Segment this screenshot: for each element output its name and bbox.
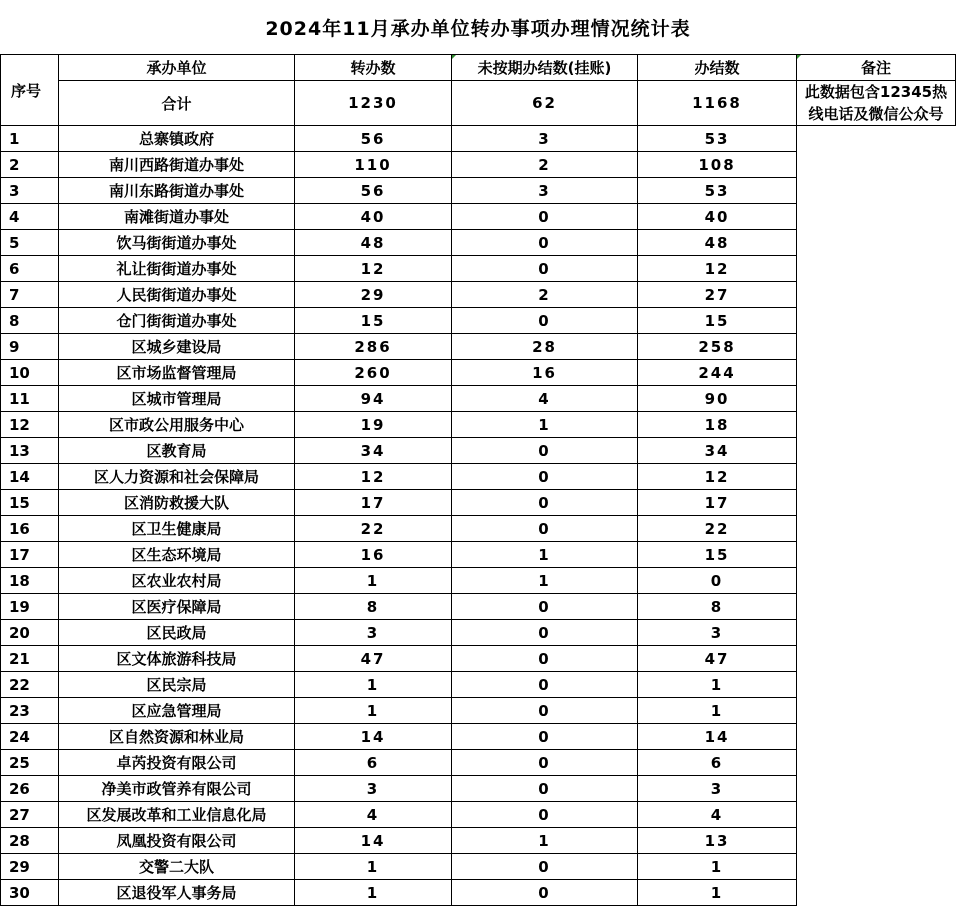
header-remarks: 备注 xyxy=(797,55,956,81)
row-transferred: 19 xyxy=(295,412,452,438)
row-completed: 90 xyxy=(638,386,797,412)
table-row xyxy=(1,568,956,594)
row-unit: 区发展改革和工业信息化局 xyxy=(59,802,295,828)
row-unit: 人民街街道办事处 xyxy=(59,282,295,308)
row-transferred: 110 xyxy=(295,152,452,178)
row-seq: 22 xyxy=(1,672,59,698)
table-row xyxy=(1,646,956,672)
row-seq: 16 xyxy=(1,516,59,542)
total-label: 合计 xyxy=(59,81,295,126)
row-overdue: 28 xyxy=(452,334,638,360)
row-unit: 仓门街街道办事处 xyxy=(59,308,295,334)
cell-comment-marker xyxy=(797,55,801,59)
statistics-table xyxy=(0,54,956,906)
row-seq: 10 xyxy=(1,360,59,386)
table-row xyxy=(1,126,956,152)
row-seq: 27 xyxy=(1,802,59,828)
row-overdue: 0 xyxy=(452,594,638,620)
row-completed: 244 xyxy=(638,360,797,386)
row-unit: 南滩街道办事处 xyxy=(59,204,295,230)
row-overdue: 3 xyxy=(452,178,638,204)
row-unit: 区消防救援大队 xyxy=(59,490,295,516)
row-seq: 24 xyxy=(1,724,59,750)
row-completed: 53 xyxy=(638,126,797,152)
row-overdue: 4 xyxy=(452,386,638,412)
row-transferred: 56 xyxy=(295,178,452,204)
row-overdue: 0 xyxy=(452,646,638,672)
table-row xyxy=(1,490,956,516)
row-seq: 28 xyxy=(1,828,59,854)
row-transferred: 47 xyxy=(295,646,452,672)
table-row xyxy=(1,412,956,438)
row-overdue: 1 xyxy=(452,542,638,568)
row-overdue: 0 xyxy=(452,672,638,698)
row-seq: 18 xyxy=(1,568,59,594)
row-seq: 25 xyxy=(1,750,59,776)
row-overdue: 3 xyxy=(452,126,638,152)
row-completed: 12 xyxy=(638,256,797,282)
row-unit: 区市场监督管理局 xyxy=(59,360,295,386)
row-transferred: 34 xyxy=(295,438,452,464)
row-completed: 8 xyxy=(638,594,797,620)
table-row xyxy=(1,620,956,646)
table-row xyxy=(1,594,956,620)
row-completed: 0 xyxy=(638,568,797,594)
row-unit: 卓芮投资有限公司 xyxy=(59,750,295,776)
row-unit: 区文体旅游科技局 xyxy=(59,646,295,672)
row-overdue: 0 xyxy=(452,204,638,230)
row-transferred: 29 xyxy=(295,282,452,308)
row-unit: 区生态环境局 xyxy=(59,542,295,568)
row-seq: 23 xyxy=(1,698,59,724)
row-overdue: 0 xyxy=(452,230,638,256)
row-transferred: 1 xyxy=(295,698,452,724)
row-overdue: 2 xyxy=(452,152,638,178)
table-row xyxy=(1,308,956,334)
row-seq: 5 xyxy=(1,230,59,256)
table-row xyxy=(1,386,956,412)
row-transferred: 286 xyxy=(295,334,452,360)
table-row xyxy=(1,204,956,230)
row-transferred: 56 xyxy=(295,126,452,152)
row-overdue: 0 xyxy=(452,438,638,464)
row-completed: 40 xyxy=(638,204,797,230)
header-overdue: 未按期办结数(挂账) xyxy=(452,55,638,81)
table-row xyxy=(1,464,956,490)
row-seq: 29 xyxy=(1,854,59,880)
row-unit: 区城市管理局 xyxy=(59,386,295,412)
row-transferred: 40 xyxy=(295,204,452,230)
row-transferred: 3 xyxy=(295,620,452,646)
table-row xyxy=(1,750,956,776)
row-completed: 1 xyxy=(638,880,797,906)
row-overdue: 0 xyxy=(452,880,638,906)
row-completed: 53 xyxy=(638,178,797,204)
row-seq: 4 xyxy=(1,204,59,230)
row-seq: 21 xyxy=(1,646,59,672)
row-transferred: 6 xyxy=(295,750,452,776)
row-transferred: 1 xyxy=(295,880,452,906)
row-overdue: 16 xyxy=(452,360,638,386)
row-transferred: 17 xyxy=(295,490,452,516)
table-row xyxy=(1,880,956,906)
row-unit: 凤凰投资有限公司 xyxy=(59,828,295,854)
total-overdue: 62 xyxy=(452,81,638,126)
row-unit: 区退役军人事务局 xyxy=(59,880,295,906)
row-completed: 3 xyxy=(638,620,797,646)
total-completed: 1168 xyxy=(638,81,797,126)
table-row xyxy=(1,360,956,386)
row-unit: 区医疗保障局 xyxy=(59,594,295,620)
row-overdue: 0 xyxy=(452,698,638,724)
header-seq: 序号 xyxy=(1,55,59,126)
row-transferred: 14 xyxy=(295,724,452,750)
header-unit: 承办单位 xyxy=(59,55,295,81)
row-unit: 交警二大队 xyxy=(59,854,295,880)
row-overdue: 0 xyxy=(452,776,638,802)
row-overdue: 0 xyxy=(452,464,638,490)
row-completed: 108 xyxy=(638,152,797,178)
total-row xyxy=(1,81,956,126)
row-overdue: 1 xyxy=(452,412,638,438)
row-transferred: 12 xyxy=(295,256,452,282)
row-overdue: 0 xyxy=(452,256,638,282)
row-unit: 净美市政管养有限公司 xyxy=(59,776,295,802)
row-transferred: 12 xyxy=(295,464,452,490)
row-unit: 区城乡建设局 xyxy=(59,334,295,360)
table-row xyxy=(1,178,956,204)
row-completed: 1 xyxy=(638,854,797,880)
row-completed: 34 xyxy=(638,438,797,464)
table-row xyxy=(1,776,956,802)
total-transferred: 1230 xyxy=(295,81,452,126)
header-transferred: 转办数 xyxy=(295,55,452,81)
table-row xyxy=(1,152,956,178)
row-transferred: 1 xyxy=(295,568,452,594)
cell-comment-marker xyxy=(452,55,456,59)
remark-cell: 此数据包含12345热线电话及微信公众号 xyxy=(797,81,956,126)
table-row xyxy=(1,854,956,880)
row-seq: 8 xyxy=(1,308,59,334)
row-overdue: 1 xyxy=(452,568,638,594)
row-overdue: 0 xyxy=(452,308,638,334)
row-seq: 15 xyxy=(1,490,59,516)
row-unit: 礼让街街道办事处 xyxy=(59,256,295,282)
row-transferred: 15 xyxy=(295,308,452,334)
row-transferred: 8 xyxy=(295,594,452,620)
row-completed: 15 xyxy=(638,308,797,334)
row-unit: 南川东路街道办事处 xyxy=(59,178,295,204)
row-unit: 总寨镇政府 xyxy=(59,126,295,152)
row-completed: 3 xyxy=(638,776,797,802)
row-overdue: 0 xyxy=(452,516,638,542)
row-overdue: 0 xyxy=(452,724,638,750)
row-completed: 1 xyxy=(638,698,797,724)
row-seq: 30 xyxy=(1,880,59,906)
row-completed: 1 xyxy=(638,672,797,698)
table-row xyxy=(1,438,956,464)
header-row xyxy=(1,55,956,81)
table-row xyxy=(1,516,956,542)
row-unit: 区农业农村局 xyxy=(59,568,295,594)
row-transferred: 3 xyxy=(295,776,452,802)
row-overdue: 2 xyxy=(452,282,638,308)
row-transferred: 1 xyxy=(295,854,452,880)
row-transferred: 48 xyxy=(295,230,452,256)
row-overdue: 0 xyxy=(452,854,638,880)
row-unit: 南川西路街道办事处 xyxy=(59,152,295,178)
row-completed: 12 xyxy=(638,464,797,490)
row-transferred: 260 xyxy=(295,360,452,386)
table-row xyxy=(1,672,956,698)
row-seq: 9 xyxy=(1,334,59,360)
row-completed: 48 xyxy=(638,230,797,256)
row-transferred: 4 xyxy=(295,802,452,828)
row-unit: 区教育局 xyxy=(59,438,295,464)
row-transferred: 22 xyxy=(295,516,452,542)
row-unit: 区民政局 xyxy=(59,620,295,646)
table-row xyxy=(1,334,956,360)
row-completed: 18 xyxy=(638,412,797,438)
row-unit: 区应急管理局 xyxy=(59,698,295,724)
row-seq: 2 xyxy=(1,152,59,178)
table-row xyxy=(1,282,956,308)
header-completed: 办结数 xyxy=(638,55,797,81)
row-overdue: 0 xyxy=(452,490,638,516)
table-row xyxy=(1,542,956,568)
row-completed: 258 xyxy=(638,334,797,360)
row-overdue: 1 xyxy=(452,828,638,854)
row-unit: 区人力资源和社会保障局 xyxy=(59,464,295,490)
row-seq: 3 xyxy=(1,178,59,204)
row-transferred: 14 xyxy=(295,828,452,854)
table-row xyxy=(1,828,956,854)
row-completed: 15 xyxy=(638,542,797,568)
row-seq: 13 xyxy=(1,438,59,464)
table-title: 2024年11月承办单位转办事项办理情况统计表 xyxy=(265,17,691,40)
table-row xyxy=(1,230,956,256)
row-seq: 11 xyxy=(1,386,59,412)
row-overdue: 0 xyxy=(452,802,638,828)
row-seq: 20 xyxy=(1,620,59,646)
row-unit: 饮马街街道办事处 xyxy=(59,230,295,256)
row-completed: 17 xyxy=(638,490,797,516)
row-seq: 14 xyxy=(1,464,59,490)
row-completed: 13 xyxy=(638,828,797,854)
row-overdue: 0 xyxy=(452,750,638,776)
row-unit: 区自然资源和林业局 xyxy=(59,724,295,750)
row-completed: 14 xyxy=(638,724,797,750)
table-row xyxy=(1,256,956,282)
row-seq: 6 xyxy=(1,256,59,282)
table-row xyxy=(1,724,956,750)
row-seq: 7 xyxy=(1,282,59,308)
row-completed: 4 xyxy=(638,802,797,828)
row-seq: 17 xyxy=(1,542,59,568)
row-seq: 1 xyxy=(1,126,59,152)
row-transferred: 1 xyxy=(295,672,452,698)
row-unit: 区市政公用服务中心 xyxy=(59,412,295,438)
row-unit: 区卫生健康局 xyxy=(59,516,295,542)
row-completed: 47 xyxy=(638,646,797,672)
row-transferred: 16 xyxy=(295,542,452,568)
row-transferred: 94 xyxy=(295,386,452,412)
table-row xyxy=(1,698,956,724)
row-unit: 区民宗局 xyxy=(59,672,295,698)
row-completed: 27 xyxy=(638,282,797,308)
row-completed: 22 xyxy=(638,516,797,542)
row-completed: 6 xyxy=(638,750,797,776)
row-seq: 12 xyxy=(1,412,59,438)
table-row xyxy=(1,802,956,828)
row-seq: 26 xyxy=(1,776,59,802)
row-overdue: 0 xyxy=(452,620,638,646)
row-seq: 19 xyxy=(1,594,59,620)
